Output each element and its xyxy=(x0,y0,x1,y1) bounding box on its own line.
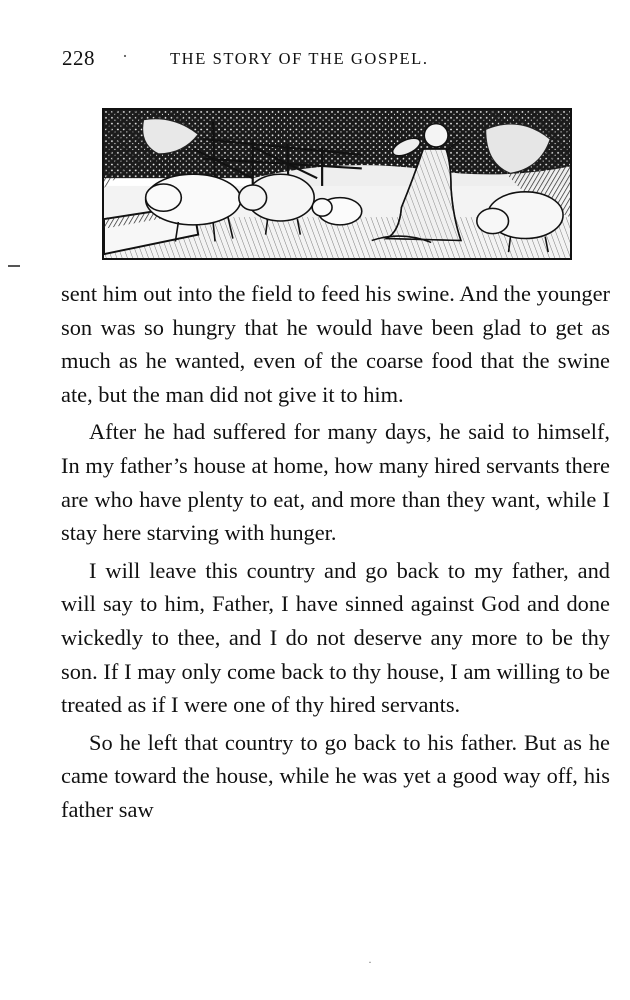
paragraph: So he left that country to go back to his father. But as he came toward the house, while he was yet a good way off, his father saw xyxy=(61,729,610,822)
page-number: 228 xyxy=(62,46,95,70)
engraving-prodigal-son-icon xyxy=(104,110,570,258)
running-header xyxy=(62,46,610,74)
margin-mark xyxy=(8,265,20,267)
bottom-mark: · xyxy=(368,955,372,969)
paragraph: After he had suffered for many days, he said to himself, In my father’s house at home, how many hired servants there are who have plenty to eat, and more than they want, while I stay here starving with hunger. xyxy=(61,419,610,546)
paragraph: sent him out into the field to feed his swine. And the younger son was so hungry that he would have been glad to get as much as he wanted, even of the coarse food that the swine ate, but the man did not give it to him. xyxy=(61,281,610,407)
header-dot: · xyxy=(122,46,128,66)
paragraph: I will leave this country and go back to my father, and will say to him, Father, I have sinned against God and done wickedly to thee, and I do not deserve any more to be thy son. If I may only come back to thy house, I am willing to be treated as if I were one of thy hired servants. xyxy=(61,557,610,718)
body-text xyxy=(61,277,610,827)
engraving-illustration xyxy=(102,108,572,260)
running-title: THE STORY OF THE GOSPEL. xyxy=(170,49,429,68)
